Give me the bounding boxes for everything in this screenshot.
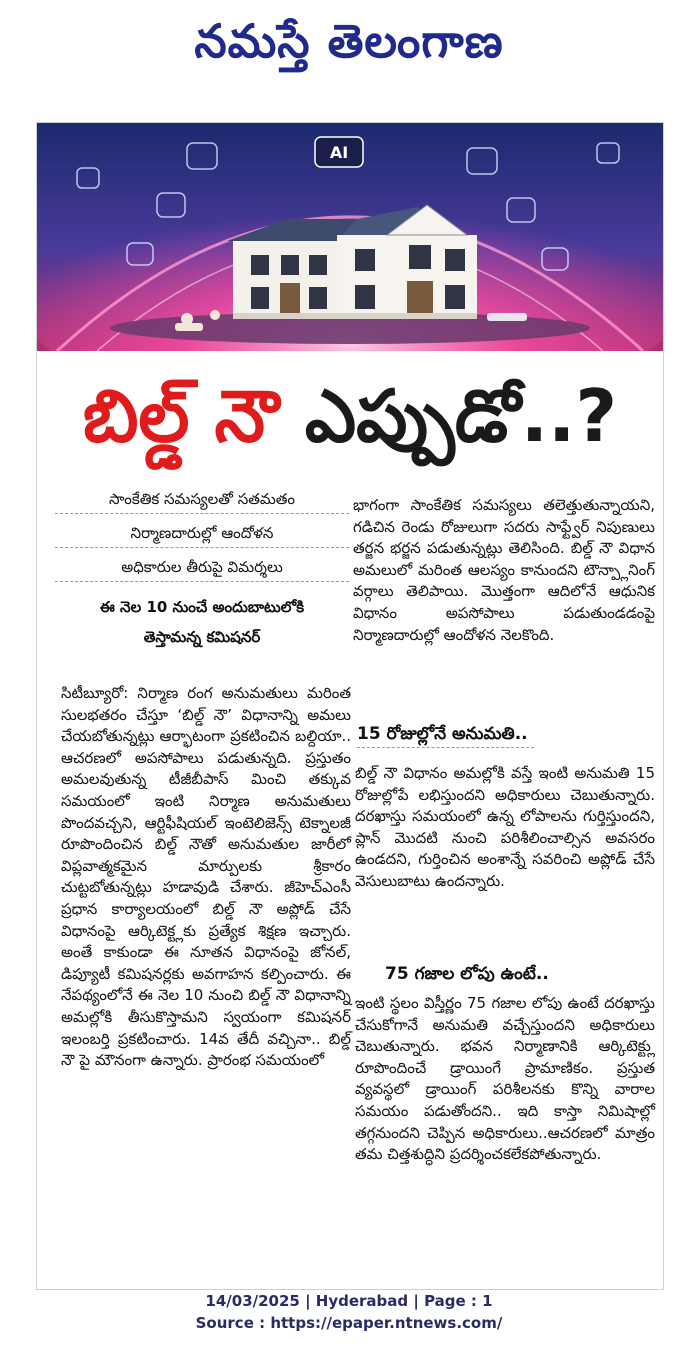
house-ai-illustration [37,123,663,351]
footer-date-line: 14/03/2025 | Hyderabad | Page : 1 [205,1292,493,1310]
subhead-3: అధికారుల తీరుపై విమర్శలు [55,553,349,582]
headline-part1: బిల్డ్ నౌ [82,374,280,458]
body-column-right-top [353,495,655,646]
masthead: నమస్తే తెలంగాణ [194,14,504,68]
body-right-mid-text: బిల్డ్ నౌ విధానం అమల్లోకి వస్తే ఇంటి అనుమతి 15 రోజుల్లోపే లభిస్తుందని అధికారులు చెబుతున్నారు. దరఖాస్తు సమయంలో ఉన్న లోపాలను గుర్తిస్తుందని, ప్లాన్ మొదటి నుంచి పరిశీలించాల్సిన అవసరం ఉండదని, గుర్తించిన అంశాన్నే సవరించి అప్లోడ్ చేసే వెసులుబాటు ఉందన్నారు. [355,764,655,890]
body-right-bottom-text: ఇంటి స్థలం విస్తీర్ణం 75 గజాల లోపు ఉంటే దరఖాస్తు చేసుకోగానే అనుమతి వచ్చేస్తుందని అధికారులు చెబుతున్నారు. భవన నిర్మాణానికి ఆర్కిటెక్ట్లు రూపొందించే డ్రాయింగే ప్రామాణికం. ప్రస్తుత వ్యవస్థలో డ్రాయింగ్ పరిశీలనకు కొన్ని వారాల సమయం పడుతోందని.. ఇది కాస్తా నిమిషాల్లో తగ్గనుందని చెప్పిన అధికారులు..ఆచరణలో మాత్రం తమ చిత్తశుద్ధిని ప్రదర్శించకలేకపోతున్నారు. [355,994,655,1164]
body-column-right-bottom [355,993,655,1166]
headline [37,361,663,471]
subhead-5: తెస్తామన్న కమిషనర్ [143,628,261,646]
footer-source-line: Source : https://epaper.ntnews.com/ [195,1314,503,1332]
subhead-1: సాంకేతిక సమస్యలతో సతమతం [55,485,349,514]
body-left-text: సిటీబ్యూరో: నిర్మాణ రంగ అనుమతులు మరింత సులభతరం చేస్తూ ‘బిల్డ్ నౌ’ విధానాన్ని అమలు చేయబోతున్నట్లు ఆర్భాటంగా ప్రకటించిన బల్దియా.. ఆచరణలో అపసోపాలు పడుతున్నది. ప్రస్తుతం అమలవుతున్న టీజీబీపాస్ మించి తక్కువ సమయంలో ఇంటి నిర్మాణ అనుమతులు పొందవచ్చని, ఆర్టిఫీషియల్ ఇంటెలిజెన్స్ టెక్నాలజీ రూపొందించిన బిల్డ్ నౌతో అనుమతుల జారీలో విప్లవాత్మకమైన మార్పులకు శ్రీకారం చుట్టబోతున్నట్లు హడావుడి చేశారు. జీహెచ్ఎంసీ ప్రధాన కార్యాలయంలో బిల్డ్ నౌ అప్లోడ్ చేసే విధానంపై ఆర్కిటెక్ట్లకు ప్రత్యేక శిక్షణ ఇచ్చారు. అంతే కాకుండా ఈ నూతన విధానంపై జోనల్, డిప్యూటీ కమిషనర్లకు అవగాహన కల్పించారు. ఈ నేపథ్యంలోనే ఈ నెల 10 నుంచి బిల్డ్ నౌ విధానాన్ని అమల్లోకి తీసుకొస్తామని స్వయంగా కమిషనర్ ఇలంబర్తి ప్రకటించారు. 14వ తేదీ వచ్చినా.. బిల్డ్ నౌ పై మౌనంగా ఉన్నారు. ప్రారంభ సమయంలో [61,684,351,1070]
section-heading-15-days: 15 రోజుల్లోనే అనుమతి.. [357,721,534,748]
news-clipping [36,122,664,1290]
subhead-2: నిర్మాణదారుల్లో ఆందోళన [55,519,349,548]
body-column-left [61,683,351,1072]
headline-part2: ఎప్పుడో..? [304,374,618,458]
section-heading-75-yards: 75 గజాల లోపు ఉంటే.. [385,964,549,984]
hero-image [37,123,663,351]
body-right-top-text: భాగంగా సాంకేతిక సమస్యలు తలెత్తుతున్నాయని, గడిచిన రెండు రోజులుగా సదరు సాఫ్ట్వేర్ నిపుణులు తర్జన భర్జన పడుతున్నట్లు తెలిసింది. బిల్డ్ నౌ విధాన అమలులో మరింత ఆలస్యం కానుందని టౌన్ప్లానింగ్ వర్గాలు తెలిపాయి. మొత్తంగా ఆదిలోనే ఆధునిక విధానం అపసోపాలు పడుతుండడంపై నిర్మాణదారుల్లో ఆందోళన నెలకొంది. [353,496,655,644]
body-column-right-mid [355,763,655,893]
ai-chip-label: AI [329,143,349,162]
subhead-4: ఈ నెల 10 నుంచే అందుబాటులోకి [99,598,305,616]
